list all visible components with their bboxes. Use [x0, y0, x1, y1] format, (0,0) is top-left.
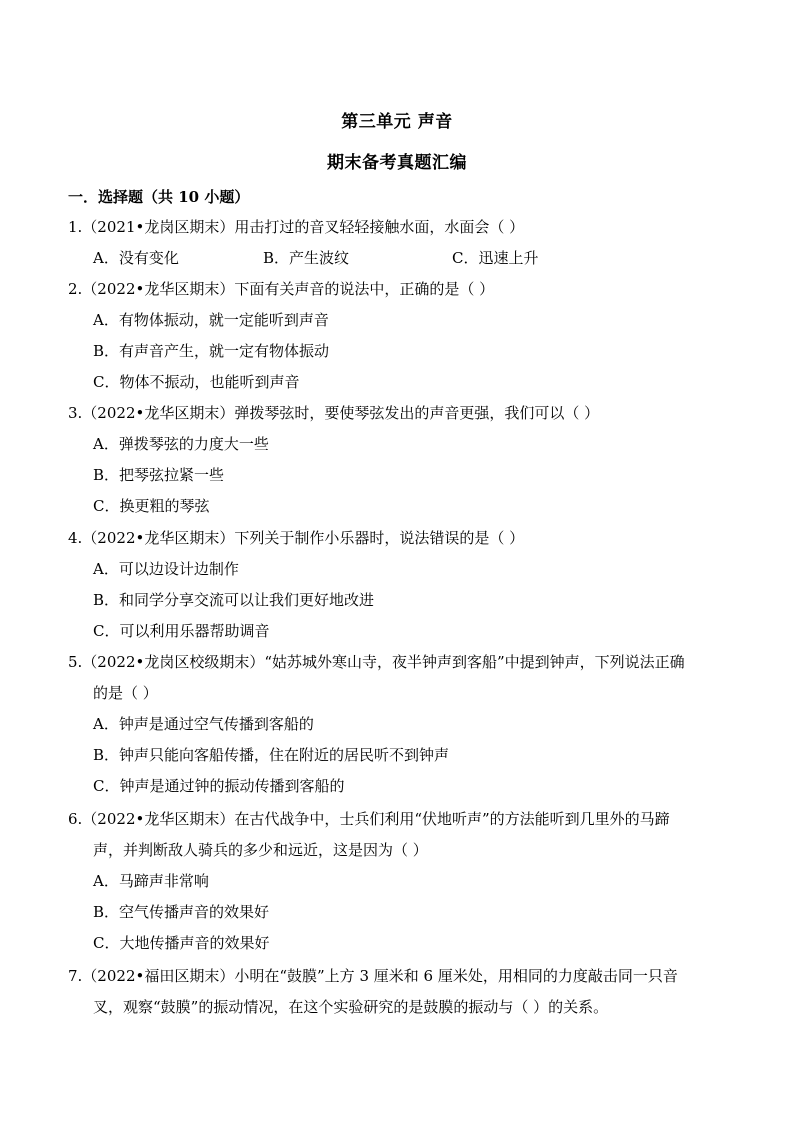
question-3-option-c: C．换更粗的琴弦 [93, 497, 210, 515]
question-6-stem-line-1: 6.（2022•龙华区期末）在古代战争中，士兵们利用“伏地听声”的方法能听到几里外的马蹄 [68, 810, 670, 828]
exam-subtitle: 期末备考真题汇编 [327, 153, 467, 173]
question-1-option-c: C．迅速上升 [452, 249, 539, 267]
section-heading: 一．选择题（共 10 小题） [68, 188, 250, 206]
question-4-option-b: B．和同学分享交流可以让我们更好地改进 [93, 591, 375, 609]
question-6-stem-line-2: 声，并判断敌人骑兵的多少和远近，这是因为（ ） [93, 841, 428, 859]
question-2-option-b: B．有声音产生，就一定有物体振动 [93, 342, 330, 360]
question-5-stem-line-1: 5.（2022•龙岗区校级期末）“姑苏城外寒山寺，夜半钟声到客船”中提到钟声，下列说法正确 [68, 653, 685, 671]
question-1-option-a: A．没有变化 [93, 249, 179, 267]
question-3-stem: 3.（2022•龙华区期末）弹拨琴弦时，要使琴弦发出的声音更强，我们可以（ ） [68, 404, 600, 422]
question-7-stem-line-2: 叉，观察“鼓膜”的振动情况，在这个实验研究的是鼓膜的振动与（ ）的关系。 [93, 998, 609, 1016]
unit-title: 第三单元 声音 [341, 112, 453, 132]
question-5-option-a: A．钟声是通过空气传播到客船的 [93, 715, 314, 733]
question-1-option-b: B．产生波纹 [263, 249, 350, 267]
question-3-option-a: A．弹拨琴弦的力度大一些 [93, 435, 269, 453]
question-5-stem-line-2: 的是（ ） [93, 684, 158, 702]
question-1-stem: 1.（2021•龙岗区期末）用击打过的音叉轻轻接触水面，水面会（ ） [68, 218, 525, 236]
question-6-option-a: A．马蹄声非常响 [93, 872, 209, 890]
question-2-option-a: A．有物体振动，就一定能听到声音 [93, 311, 329, 329]
question-4-stem: 4.（2022•龙华区期末）下列关于制作小乐器时，说法错误的是（ ） [68, 529, 525, 547]
question-4-option-c: C．可以利用乐器帮助调音 [93, 622, 270, 640]
question-5-option-c: C．钟声是通过钟的振动传播到客船的 [93, 777, 345, 795]
question-7-stem-line-1: 7.（2022•福田区期末）小明在“鼓膜”上方 3 厘米和 6 厘米处，用相同的力度敲击同一只音 [68, 967, 678, 985]
question-2-stem: 2.（2022•龙华区期末）下面有关声音的说法中，正确的是（ ） [68, 280, 495, 298]
question-3-option-b: B．把琴弦拉紧一些 [93, 466, 225, 484]
question-6-option-c: C．大地传播声音的效果好 [93, 934, 270, 952]
question-6-option-b: B．空气传播声音的效果好 [93, 903, 270, 921]
question-4-option-a: A．可以边设计边制作 [93, 560, 239, 578]
question-5-option-b: B．钟声只能向客船传播，住在附近的居民听不到钟声 [93, 746, 450, 764]
question-2-option-c: C．物体不振动，也能听到声音 [93, 373, 300, 391]
